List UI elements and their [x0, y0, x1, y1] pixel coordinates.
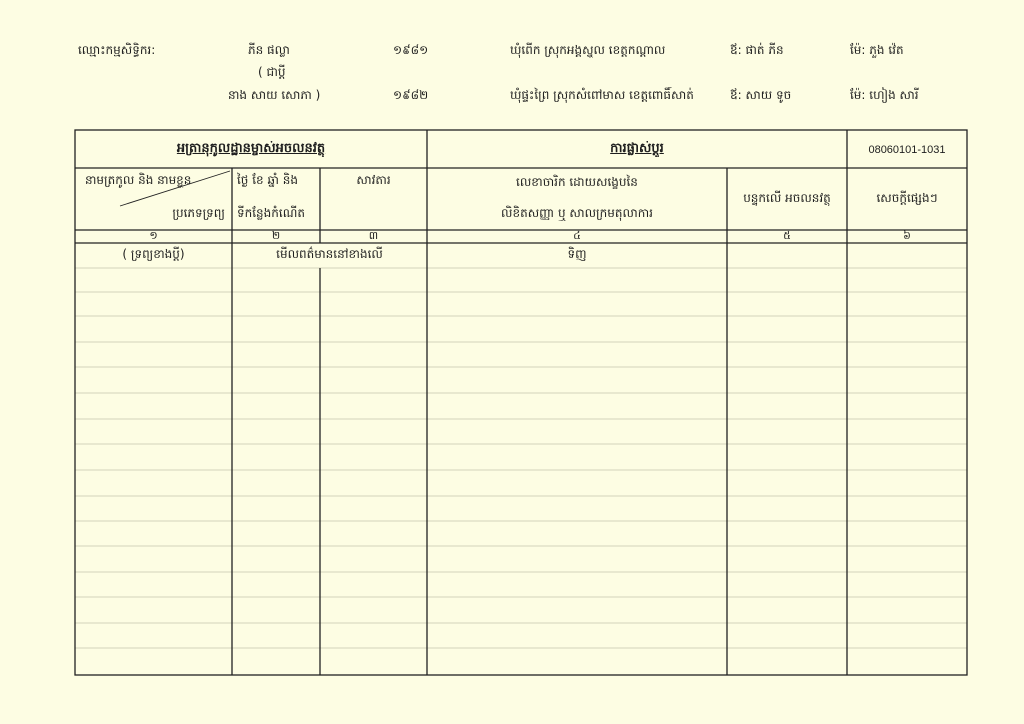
cell-property-type: ( ទ្រព្យខាងប្តី): [122, 247, 185, 261]
column-header-background: សាវតារ: [356, 173, 391, 187]
column-header-name: នាមត្រកូល និង នាមខ្លួន: [85, 173, 192, 187]
column-number: ២: [271, 229, 281, 242]
column-header-encumbrance: បន្ទុកលើ អចលនវត្ថុ: [743, 191, 831, 205]
owner-birthplace: ឃុំពើក ស្រុកអង្គស្នួល ខេត្តកណ្តាល: [510, 43, 666, 57]
owner-relation: ( ជាប្តី: [258, 65, 286, 79]
column-header-birth-date: ថ្ងៃ ខែ ឆ្នាំ និង: [237, 173, 298, 187]
column-number: ៥: [783, 229, 791, 242]
column-number: ៦: [903, 229, 911, 242]
owner-father: ឪ: សាយ ទូច: [730, 88, 792, 102]
column-header-birthplace: ទីកន្លែងកំណើត: [237, 206, 305, 220]
column-number: ៤: [573, 229, 581, 242]
section-header-changes: ការផ្លាស់ប្តូរ: [610, 141, 664, 156]
ruled-lines: [75, 268, 967, 648]
owner-father: ឪ: ផាត់ ភីន: [730, 43, 784, 57]
owner-name: នាង សាយ សោភា ): [228, 88, 321, 102]
owner-name: ភីន ផល្លា: [248, 43, 290, 57]
section-header-owner-status: អត្រានុកូលដ្ឋានម្ចាស់អចលនវត្ថុ: [176, 141, 326, 156]
cell-birth-info: មើលពត៌មាននៅខាងលើ: [276, 247, 383, 261]
column-header-remarks: សេចក្តីផ្សេងៗ: [876, 191, 938, 205]
column-number: ៣: [368, 229, 379, 242]
owner-label: ឈ្មោះកម្មសិទ្ធិករ:: [78, 43, 156, 57]
owner-mother: ម៉ែ: ហៀង សារី: [850, 88, 919, 102]
cell-summary: ទិញ: [567, 247, 587, 261]
owner-mother: ម៉ែ: ភួង វ៉េត: [850, 43, 904, 57]
parcel-number: 08060101-1031: [868, 144, 946, 156]
column-header-property-type: ប្រភេទទ្រព្យ: [172, 206, 225, 220]
owner-birthplace: ឃុំផ្ទះព្រៃ ស្រុកសំពៅមាស ខេត្តពោធិ៍សាត់: [510, 88, 694, 102]
owner-birth-year: ១៩៨១: [393, 43, 429, 57]
column-header-summary: លេខាចារិក ដោយសង្ខេបនៃ: [516, 175, 638, 189]
owner-birth-year: ១៩៨២: [393, 88, 429, 102]
column-header-summary-sub: លិខិតសញ្ញា ឬ សាលក្រមតុលាការ: [501, 206, 653, 220]
column-number: ១: [149, 229, 158, 242]
